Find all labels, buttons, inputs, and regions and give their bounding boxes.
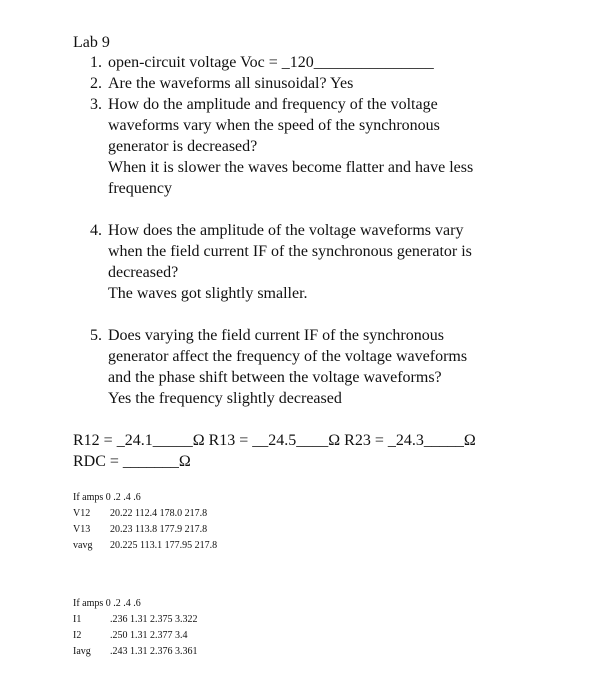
q3-line: generator is decreased?	[108, 138, 258, 155]
q4-line: How does the amplitude of the voltage waveforms vary	[108, 222, 464, 239]
q5-answer: Yes the frequency slightly decreased	[108, 390, 342, 407]
q1-text: open-circuit voltage Voc = _120_______________	[108, 54, 434, 71]
resistance-values: R12 = _24.1_____Ω R13 = __24.5____Ω R23 = _24.3_____Ω	[73, 432, 476, 449]
q5-line: and the phase shift between the voltage waveforms?	[108, 369, 442, 386]
current-row-values: .236 1.31 2.375 3.322	[110, 614, 198, 625]
rdc-value: RDC = _______Ω	[73, 453, 191, 470]
q2-number: 2.	[90, 75, 102, 92]
voltage-row-label: vavg	[73, 540, 93, 551]
q4-line: decreased?	[108, 264, 179, 281]
q2-text: Are the waveforms all sinusoidal? Yes	[108, 75, 354, 92]
voltage-table-header: If amps 0 .2 .4 .6	[73, 492, 141, 503]
lab-title: Lab 9	[73, 34, 110, 51]
current-row-label: I1	[73, 614, 82, 625]
current-row-values: .243 1.31 2.376 3.361	[110, 646, 198, 657]
voltage-row-values: 20.23 113.8 177.9 217.8	[110, 524, 208, 535]
q3-line: How do the amplitude and frequency of the voltage	[108, 96, 438, 113]
q4-number: 4.	[90, 222, 102, 239]
voltage-row-values: 20.22 112.4 178.0 217.8	[110, 508, 208, 519]
q4-answer: The waves got slightly smaller.	[108, 285, 308, 302]
current-table-header: If amps 0 .2 .4 .6	[73, 598, 141, 609]
q3-line: waveforms vary when the speed of the synchronous	[108, 117, 440, 134]
q5-line: generator affect the frequency of the voltage waveforms	[108, 348, 468, 365]
current-row-label: I2	[73, 630, 82, 641]
q3-answer: When it is slower the waves become flatter and have less	[108, 159, 474, 176]
q5-number: 5.	[90, 327, 102, 344]
q3-answer: frequency	[108, 180, 172, 197]
q3-number: 3.	[90, 96, 102, 113]
voltage-row-label: V13	[73, 524, 91, 535]
current-row-label: Iavg	[73, 646, 91, 657]
voltage-row-values: 20.225 113.1 177.95 217.8	[110, 540, 218, 551]
current-row-values: .250 1.31 2.377 3.4	[110, 630, 188, 641]
q4-line: when the field current IF of the synchronous generator is	[108, 243, 472, 260]
q5-line: Does varying the field current IF of the synchronous	[108, 327, 444, 344]
voltage-row-label: V12	[73, 508, 91, 519]
q1-number: 1.	[90, 54, 102, 71]
